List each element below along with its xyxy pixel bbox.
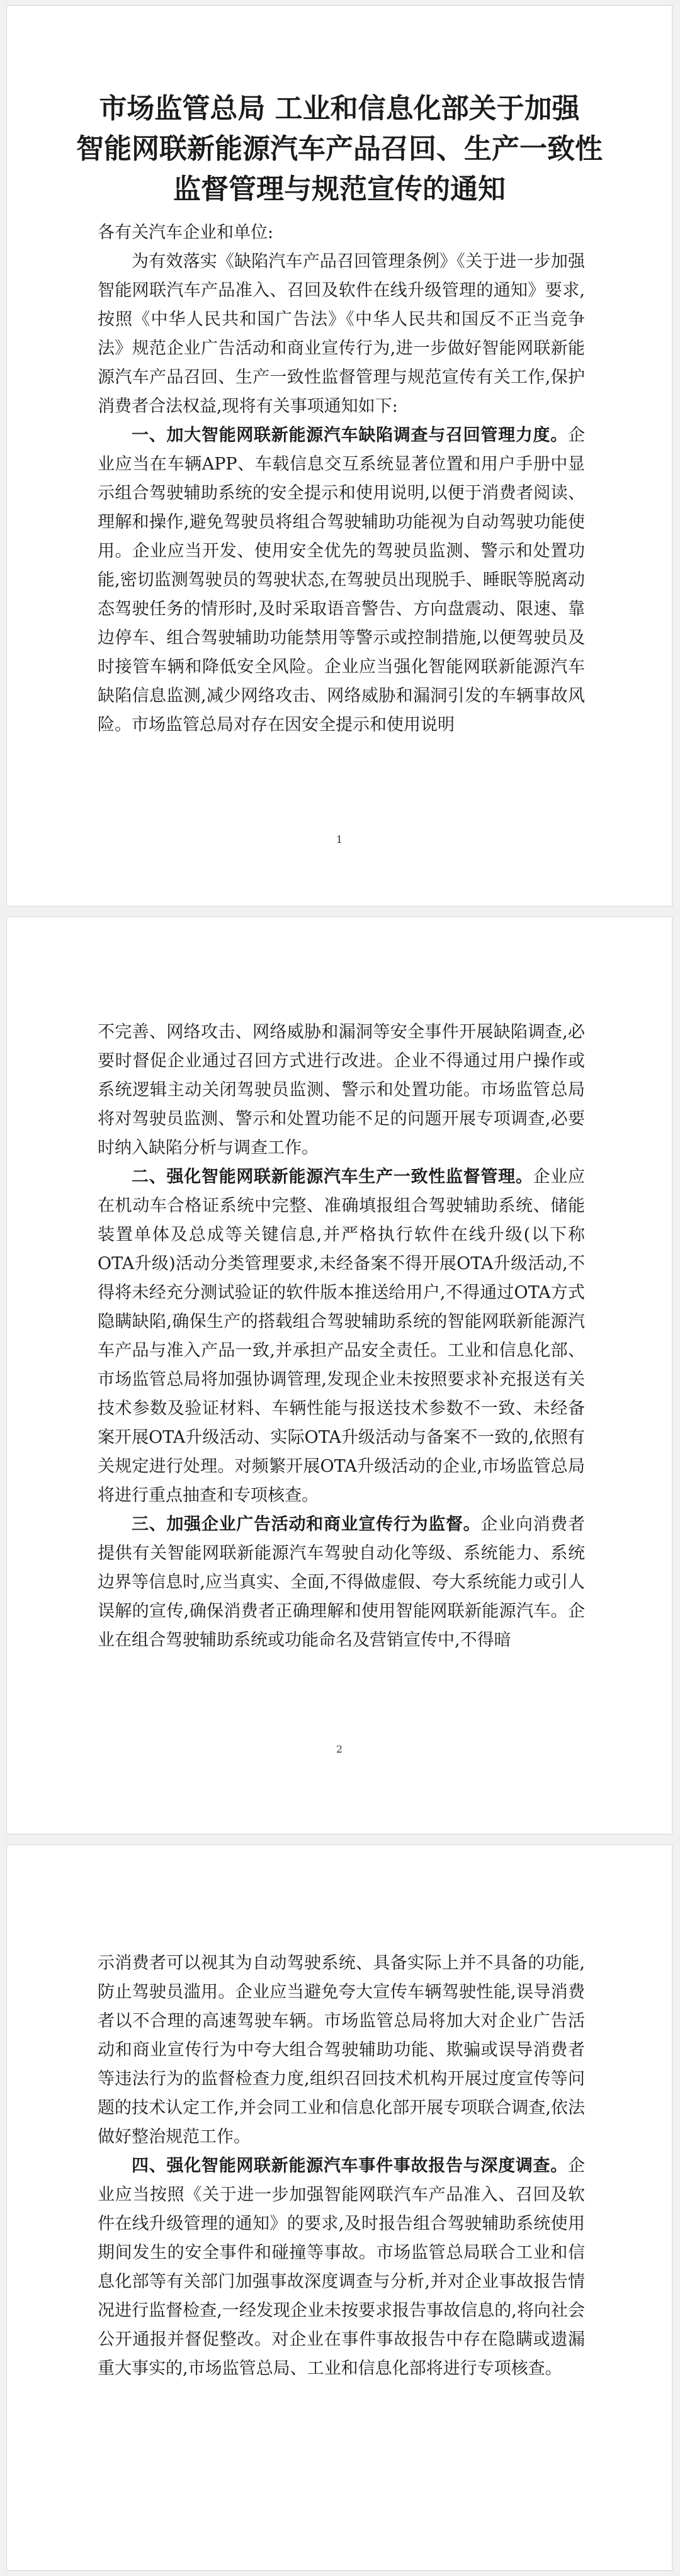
- document-page-2: [6, 917, 672, 1834]
- section-3-heading: 三、加强企业广告活动和商业宣传行为监督。: [132, 1515, 481, 1534]
- section-2-paragraph: [98, 1163, 585, 1510]
- section-4-heading: 四、强化智能网联新能源汽车事件事故报告与深度调查。: [132, 2156, 568, 2176]
- page-1-body: [98, 218, 585, 740]
- page-2-body: [98, 1018, 585, 1655]
- section-2-text: 企业应在机动车合格证系统中完整、准确填报组合驾驶辅助系统、储能装置单体及总成等关键信息,并严格执行软件在线升级(以下称OTA升级)活动分类管理要求,未经备案不得开展OTA升级活动,不得将未经充分测试验证的软件版本推送给用户,不得通过OTA方式隐瞒缺陷,确保生产的搭载组合驾驶辅助系统的智能网联新能源汽车产品与准入产品一致,并承担产品安全责任。工业和信息化部、市场监管总局将加强协调管理,发现企业未按照要求补充报送有关技术参数及验证材料、车辆性能与报送技术参数不一致、未经备案开展OTA升级活动、实际OTA升级活动与备案不一致的,依照有关规定进行处理。对频繁开展OTA升级活动的企业,市场监管总局将进行重点抽查和专项核查。: [98, 1167, 586, 1505]
- section-3-text: 企业向消费者提供有关智能网联新能源汽车驾驶自动化等级、系统能力、系统边界等信息时,应当真实、全面,不得做虚假、夸大系统能力或引人误解的宣传,确保消费者正确理解和使用智能网联新能源汽车。企业在组合驾驶辅助系统或功能命名及营销宣传中,不得暗: [98, 1515, 586, 1650]
- page-number-1: 1: [336, 833, 343, 845]
- title-line-1: 市场监管总局 工业和信息化部关于加强: [99, 93, 580, 125]
- document-title: [7, 89, 672, 210]
- title-line-2: 智能网联新能源汽车产品召回、生产一致性: [76, 133, 603, 165]
- page-number-2: 2: [336, 1743, 343, 1755]
- section-2-heading: 二、强化智能网联新能源汽车生产一致性监督管理。: [132, 1167, 533, 1187]
- section-1-text: 企业应当在车辆APP、车载信息交互系统显著位置和用户手册中显示组合驾驶辅助系统的安全提示和使用说明,以便于消费者阅读、理解和操作,避免驾驶员将组合驾驶辅助功能视为自动驾驶功能使用。企业应当开发、使用安全优先的驾驶员监测、警示和处置功能,密切监测驾驶员的驾驶状态,在驾驶员出现脱手、睡眠等脱离动态驾驶任务的情形时,及时采取语音警告、方向盘震动、限速、靠边停车、组合驾驶辅助功能禁用等警示或控制措施,以便驾驶员及时接管车辆和降低安全风险。企业应当强化智能网联新能源汽车缺陷信息监测,减少网络攻击、网络威胁和漏洞引发的车辆事故风险。市场监管总局对存在因安全提示和使用说明: [98, 426, 585, 735]
- section-1-paragraph: [98, 421, 585, 740]
- section-4-text: 企业应当按照《关于进一步加强智能网联汽车产品准入、召回及软件在线升级管理的通知》的要求,及时报告组合驾驶辅助系统使用期间发生的安全事件和碰撞等事故。市场监管总局联合工业和信息化部等有关部门加强事故深度调查与分析,并对企业事故报告情况进行监督检查,一经发现企业未按要求报告事故信息的,将向社会公开通报并督促整改。对企业在事件事故报告中存在隐瞒或遗漏重大事实的,市场监管总局、工业和信息化部将进行专项核查。: [98, 2156, 585, 2378]
- salutation: 各有关汽车企业和单位:: [98, 223, 274, 242]
- document-page-3: [6, 1844, 672, 2571]
- section-1-heading: 一、加大智能网联新能源汽车缺陷调查与召回管理力度。: [132, 426, 568, 445]
- intro-paragraph: 为有效落实《缺陷汽车产品召回管理条例》《关于进一步加强智能网联汽车产品准入、召回及软件在线升级管理的通知》要求,按照《中华人民共和国广告法》《中华人民共和国反不正当竞争法》规范企业广告活动和商业宣传行为,进一步做好智能网联新能源汽车产品召回、生产一致性监督管理与规范宣传有关工作,保护消费者合法权益,现将有关事项通知如下:: [98, 252, 585, 416]
- page-3-body: [98, 1949, 585, 2383]
- section-4-paragraph: [98, 2152, 585, 2383]
- section-1-continued: 不完善、网络攻击、网络威胁和漏洞等安全事件开展缺陷调查,必要时督促企业通过召回方式进行改进。企业不得通过用户操作或系统逻辑主动关闭驾驶员监测、警示和处置功能。市场监管总局将对驾驶员监测、警示和处置功能不足的问题开展专项调查,必要时纳入缺陷分析与调查工作。: [98, 1022, 585, 1158]
- document-page-1: [6, 5, 672, 907]
- title-line-3: 监督管理与规范宣传的通知: [173, 173, 506, 205]
- section-3-paragraph: [98, 1510, 585, 1655]
- section-3-continued: 示消费者可以视其为自动驾驶系统、具备实际上并不具备的功能,防止驾驶员滥用。企业应当避免夸大宣传车辆驾驶性能,误导消费者以不合理的高速驾驶车辆。市场监管总局将加大对企业广告活动和商业宣传行为中夸大组合驾驶辅助功能、欺骗或误导消费者等违法行为的监督检查力度,组织召回技术机构开展过度宣传等问题的技术认定工作,并会同工业和信息化部开展专项联合调查,依法做好整治规范工作。: [98, 1953, 585, 2147]
